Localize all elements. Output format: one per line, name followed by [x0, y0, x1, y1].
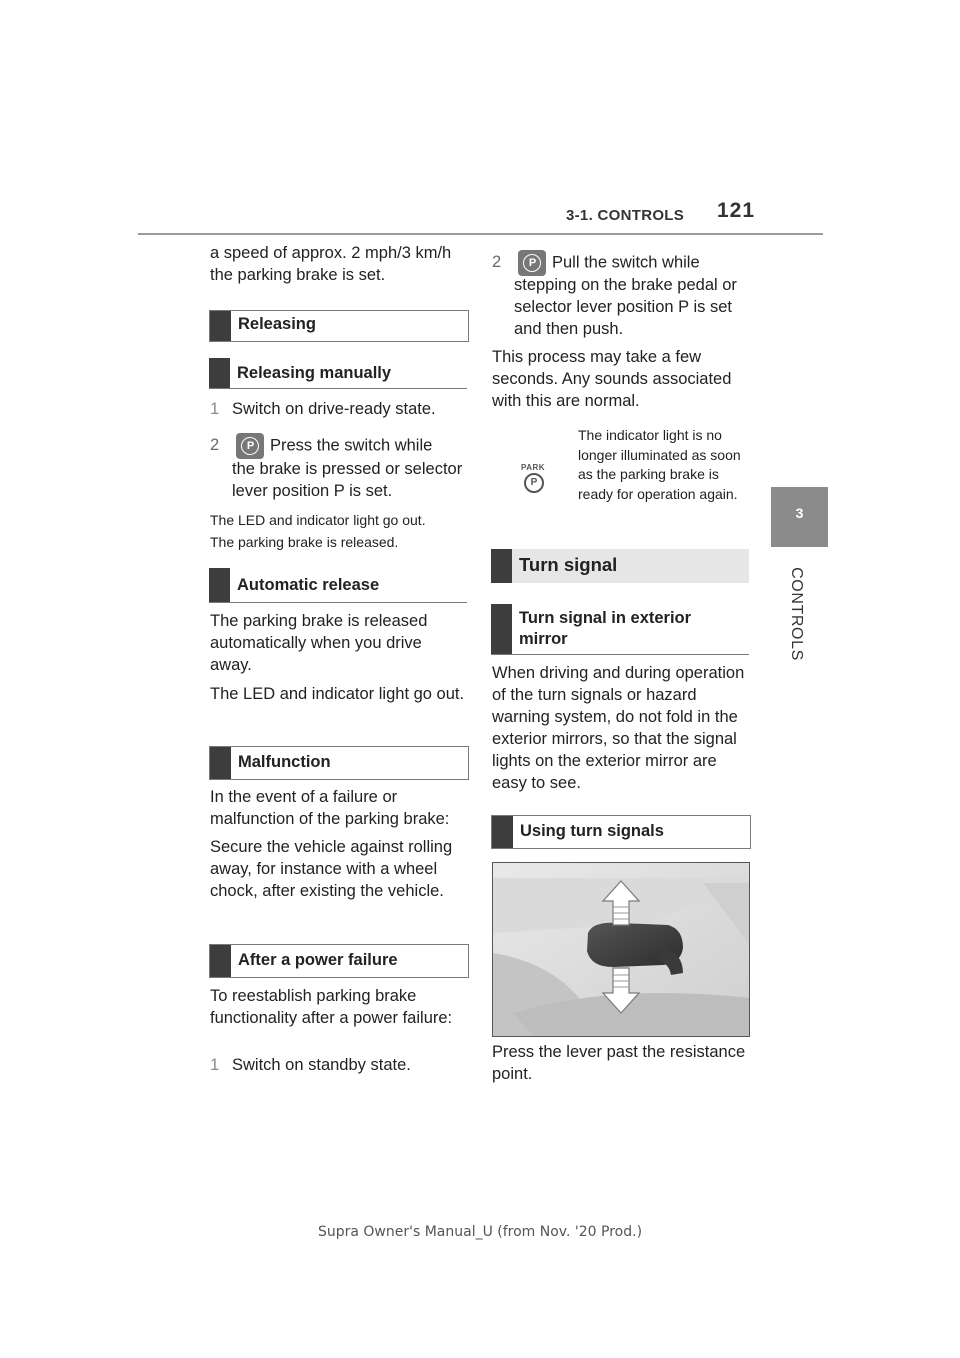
- right-step-2: 2 P Pull the switch while: [492, 250, 754, 276]
- step-2-continued: the brake is pressed or selector lever position P is set.: [232, 460, 463, 500]
- footer-manual-title: Supra Owner's Manual_U (from Nov. '20 Prod.): [317, 1224, 643, 1240]
- section-title: 3-1. CONTROLS: [566, 207, 685, 224]
- chapter-number: 3: [795, 505, 804, 521]
- heading-turn-signal-mirror: Turn signal in exterior mirror: [491, 604, 749, 655]
- intro-paragraph: a speed of approx. 2 mph/3 km/h the parking brake is set.: [210, 244, 452, 284]
- heading-after-power-failure: After a power failure: [209, 944, 469, 978]
- header-divider: [138, 233, 823, 235]
- chapter-label: CONTROLS: [788, 567, 805, 661]
- auto-paragraph-1: The parking brake is released automatically when you drive away.: [210, 612, 428, 674]
- parking-brake-switch-icon: P: [518, 250, 546, 276]
- heading-turn-signal: Turn signal: [491, 549, 749, 583]
- note-brake-released: The parking brake is released.: [210, 534, 399, 550]
- mirror-paragraph: When driving and during operation of the turn signals or hazard warning system, do not fold in the exterior mirrors, so that the signal lights on the exterior mirror are easy to see.: [492, 664, 745, 792]
- heading-malfunction: Malfunction: [209, 746, 469, 780]
- power-paragraph: To reestablish parking brake functionality after a power failure:: [210, 987, 453, 1027]
- park-indicator-icon: PARK P: [516, 463, 550, 495]
- park-indicator-note: The indicator light is no longer illuminated as soon as the parking brake is ready for operation again.: [578, 427, 741, 502]
- heading-using-turn-signals: Using turn signals: [491, 815, 751, 849]
- parking-brake-switch-icon: P: [236, 433, 264, 459]
- step-1: 1 Switch on drive-ready state.: [210, 400, 436, 418]
- malfunction-paragraph-2: Secure the vehicle against rolling away, for instance with a wheel chock, after existing the vehicle.: [210, 838, 453, 900]
- right-step-2-continued: stepping on the brake pedal or selector lever position P is set and then push.: [514, 276, 737, 338]
- auto-paragraph-2: The LED and indicator light go out.: [210, 685, 465, 703]
- press-lever-paragraph: Press the lever past the resistance point.: [492, 1043, 746, 1083]
- process-paragraph: This process may take a few seconds. Any sounds associated with this are normal.: [492, 348, 732, 410]
- heading-automatic-release: Automatic release: [209, 568, 467, 603]
- turn-signal-lever-illustration: [492, 862, 750, 1037]
- note-led-out: The LED and indicator light go out.: [210, 512, 426, 528]
- step-2: 2 P Press the switch while: [210, 433, 472, 459]
- power-step-1: 1 Switch on standby state.: [210, 1056, 411, 1074]
- malfunction-paragraph-1: In the event of a failure or malfunction of the parking brake:: [210, 788, 450, 828]
- heading-releasing: Releasing: [209, 310, 469, 342]
- page-number: 121: [717, 199, 756, 222]
- heading-releasing-manually: Releasing manually: [209, 358, 467, 389]
